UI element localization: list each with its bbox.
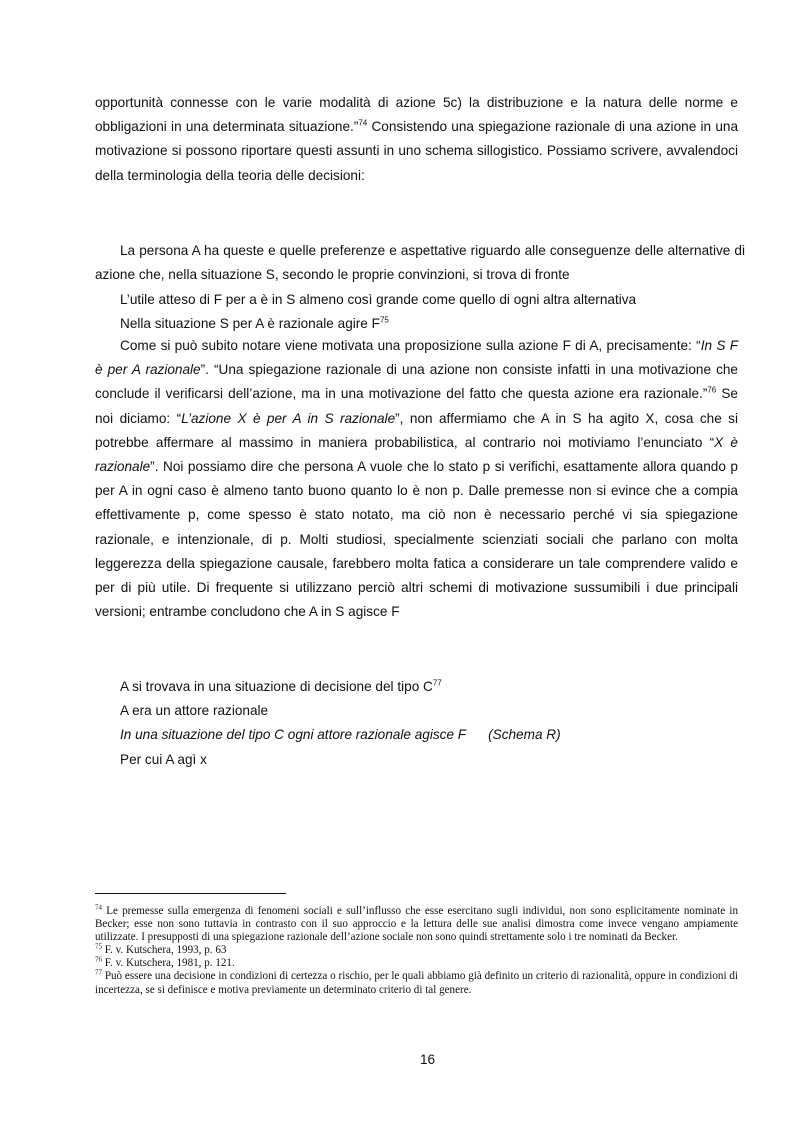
italic-statement-3: X è razionale — [95, 434, 738, 475]
paragraph-1-text-after: Consistendo una spiegazione razionale di una azione in una motivazione si possono riportare questi assunti in uno schema sillogistico. Possiamo scrivere, avvalendoci della terminologia della teoria delle decisioni: — [95, 119, 738, 183]
footnote-ref-77[interactable]: 77 — [432, 678, 442, 688]
paragraph-2-text-1: Come si può subito notare viene motivata una proposizione sulla azione F di A, precisamente: “ — [120, 338, 701, 353]
footnote-ref-76[interactable]: 76 — [707, 385, 717, 395]
paragraph-2-text-5: ”. Noi possiamo dire che persona A vuole che lo stato p si verifichi, esattamente allora quando p per A in ogni caso è almeno tanto buono quanto lo è non p. Dalle premesse non si evince che a compia effettivamente p, come spesso è stato notato, ma ciò non è necessario perché vi sia spiegazione razionale, e intenzionale, di p. Molti studiosi, specialmente scienziati sociali che parlano con molta leggerezza della spiegazione causale, farebbero molta fatica a considerare un tale comprendere valido e per di più utile. Di frequente si utilizzano perciò altri schemi di motivazione sussumibili i due principali versioni; entrambe concludono che A in S agisce F — [95, 459, 738, 620]
paragraph-2-text-2: ”. “Una spiegazione razionale di una azione non consiste infatti in una motivazione che conclude il verificarsi dell’azione, ma in una motivazione del fatto che questa azione era razionale.” — [95, 362, 738, 402]
footnote-number: 75 — [95, 942, 102, 951]
schema-line-4: Per cui A agì x — [120, 751, 207, 767]
conclusion — [95, 312, 745, 336]
footnote-77 — [95, 970, 738, 996]
footnote-number: 77 — [95, 968, 102, 977]
footnote-text: Può essere una decisione in condizioni di certezza o rischio, per le quali abbiamo già definito un criterio di razionalità, oppure in condizioni di incertezza, se si definisce e motiva previamente un determinato criterio di tal genere. — [95, 970, 738, 996]
argument-block — [95, 239, 745, 337]
schema-line-3-text: In una situazione del tipo C ogni attore razionale agisce F — [120, 727, 467, 743]
page-number: 16 — [419, 1052, 436, 1067]
italic-statement-1: In S F è per A razionale — [95, 338, 739, 378]
schema-line-1 — [120, 675, 720, 699]
footnote-number: 74 — [95, 903, 102, 912]
schema-line-3 — [120, 723, 720, 747]
footnote-74 — [95, 905, 738, 944]
italic-statement-2: L’azione X è per A in S razionale — [181, 410, 396, 426]
paragraph-2-text-3: Se noi diciamo: “ — [95, 386, 738, 426]
footnote-number: 76 — [95, 955, 102, 964]
schema-r-block — [120, 675, 720, 772]
premise-2: L’utile atteso di F per a è in S almeno così grande come quello di ogni altra alternativa — [120, 291, 637, 307]
paragraph-2-text-4: ”, non affermiamo che A in S ha agito X, cosa che si potrebbe affermare al massimo in maniera probabilistica, al contrario noi motiviamo l’enunciato “ — [95, 410, 738, 450]
footnote-ref-75[interactable]: 75 — [379, 315, 389, 325]
schema-label: (Schema R) — [488, 727, 561, 743]
footnote-text: F. v. Kutschera, 1981, p. 121. — [102, 957, 235, 970]
footnote-75 — [95, 944, 738, 957]
footnote-text: F. v. Kutschera, 1993, p. 63 — [102, 944, 227, 957]
footnote-text: Le premesse sulla emergenza di fenomeni sociali e sull’influsso che esse esercitano sugli individui, non sono esplicitamente nominate in Becker; esse non sono tuttavia in contrasto con il suo approccio e la lettura delle sue analisi dimostra come invece vengano ampiamente utilizzate. I presupposti di una spiegazione razionale dell’azione sociale non sono quindi strettamente solo i tre nominati da Becker. — [95, 905, 738, 944]
paragraph-1-text: opportunità connesse con le varie modalità di azione 5c) la distribuzione e la natura delle norme e obbligazioni in una determinata situazione.” — [95, 95, 738, 135]
schema-line-2: A era un attore razionale — [120, 703, 269, 719]
premise-1: La persona A ha queste e quelle preferenze e aspettative riguardo alle conseguenze delle alternative di azione che, nella situazione S, secondo le proprie convinzioni, si trova di fronte — [95, 243, 745, 283]
schema-line-1-text: A si trovava in una situazione di decisione del tipo C — [120, 679, 433, 694]
footnotes — [95, 905, 738, 997]
footnote-76 — [95, 957, 738, 970]
paragraph-2 — [95, 334, 738, 624]
footnote-ref-74[interactable]: 74 — [358, 118, 368, 128]
paragraph-1 — [95, 91, 738, 188]
footnote-separator — [95, 893, 286, 894]
conclusion-text: Nella situazione S per A è razionale agire F — [120, 316, 380, 332]
